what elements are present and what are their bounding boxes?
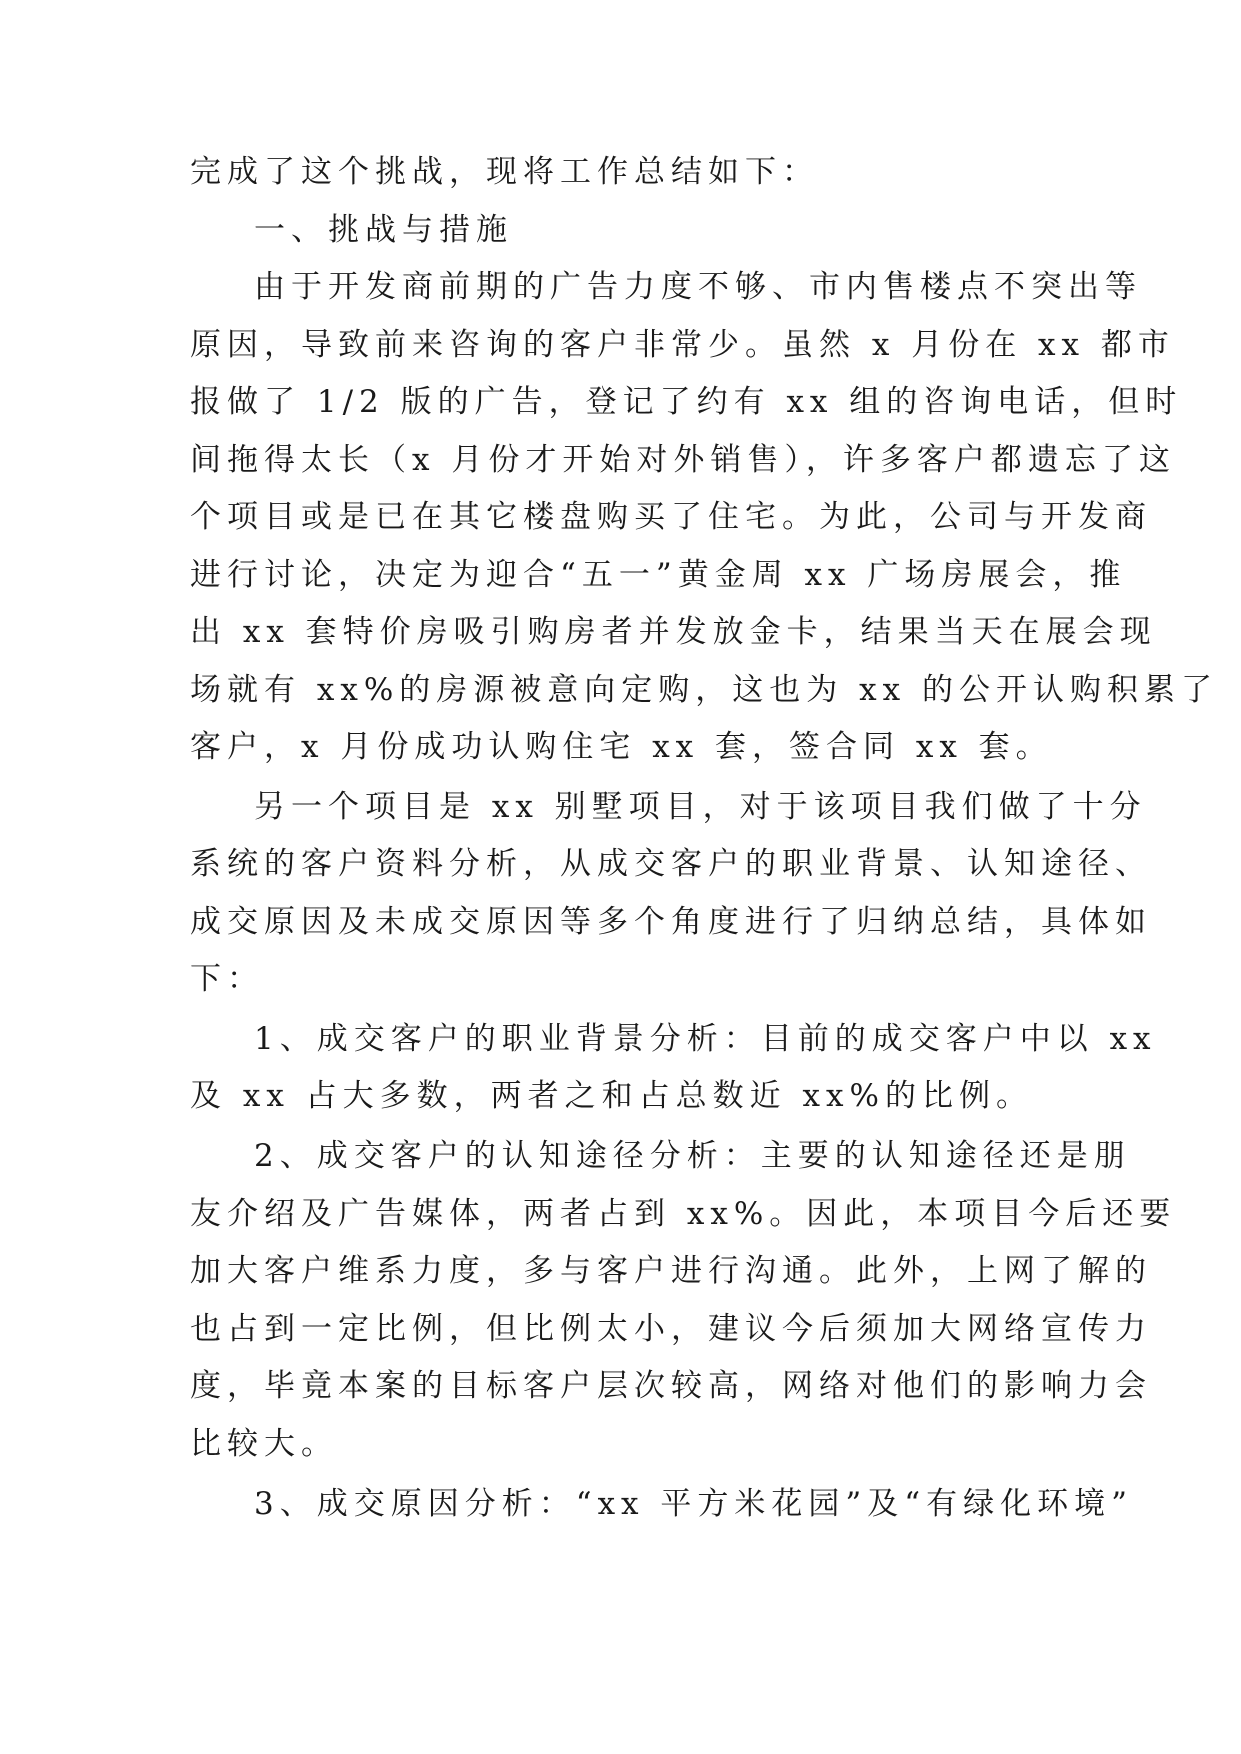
text-line-12: 另一个项目是 xx 别墅项目，对于该项目我们做了十分	[254, 789, 1147, 825]
text-line-15: 下：	[190, 961, 264, 997]
section-heading: 一、挑战与措施	[254, 212, 513, 248]
list-item-2-line-5: 度，毕竟本案的目标客户层次较高，网络对他们的影响力会	[190, 1368, 1152, 1404]
list-item-2-line-3: 加大客户维系力度，多与客户进行沟通。此外，上网了解的	[190, 1253, 1152, 1289]
list-item-2-line-2: 友介绍及广告媒体，两者占到 xx%。因此，本项目今后还要	[190, 1196, 1177, 1232]
text-line-7: 个项目或是已在其它楼盘购买了住宅。为此，公司与开发商	[190, 499, 1152, 535]
text-line-6: 间拖得太长（x 月份才开始对外销售），许多客户都遗忘了这	[190, 442, 1176, 478]
list-item-1-line-2: 及 xx 占大多数，两者之和占总数近 xx%的比例。	[190, 1078, 1033, 1114]
text-line-9: 出 xx 套特价房吸引购房者并发放金卡，结果当天在展会现	[190, 614, 1157, 650]
text-line-10: 场就有 xx%的房源被意向定购，这也为 xx 的公开认购积累了	[190, 672, 1218, 708]
list-item-2-line-1: 2、成交客户的认知途径分析：主要的认知途径还是朋	[254, 1138, 1131, 1174]
text-line-11: 客户，x 月份成功认购住宅 xx 套，签合同 xx 套。	[190, 729, 1053, 765]
text-line-14: 成交原因及未成交原因等多个角度进行了归纳总结，具体如	[190, 904, 1152, 940]
text-line-5: 报做了 1/2 版的广告，登记了约有 xx 组的咨询电话，但时	[190, 384, 1183, 420]
text-line-3: 由于开发商前期的广告力度不够、市内售楼点不突出等	[254, 269, 1142, 305]
list-item-1-line-1: 1、成交客户的职业背景分析：目前的成交客户中以 xx	[254, 1021, 1157, 1057]
text-line-1: 完成了这个挑战，现将工作总结如下：	[190, 154, 819, 190]
list-item-3-line-1: 3、成交原因分析：“xx 平方米花园”及“有绿化环境”	[254, 1486, 1133, 1522]
text-line-13: 系统的客户资料分析，从成交客户的职业背景、认知途径、	[190, 846, 1152, 882]
text-line-8: 进行讨论，决定为迎合“五一”黄金周 xx 广场房展会，推	[190, 557, 1127, 593]
list-item-2-line-4: 也占到一定比例，但比例太小，建议今后须加大网络宣传力	[190, 1311, 1152, 1347]
list-item-2-line-6: 比较大。	[190, 1426, 338, 1462]
text-line-4: 原因，导致前来咨询的客户非常少。虽然 x 月份在 xx 都市	[190, 327, 1175, 363]
